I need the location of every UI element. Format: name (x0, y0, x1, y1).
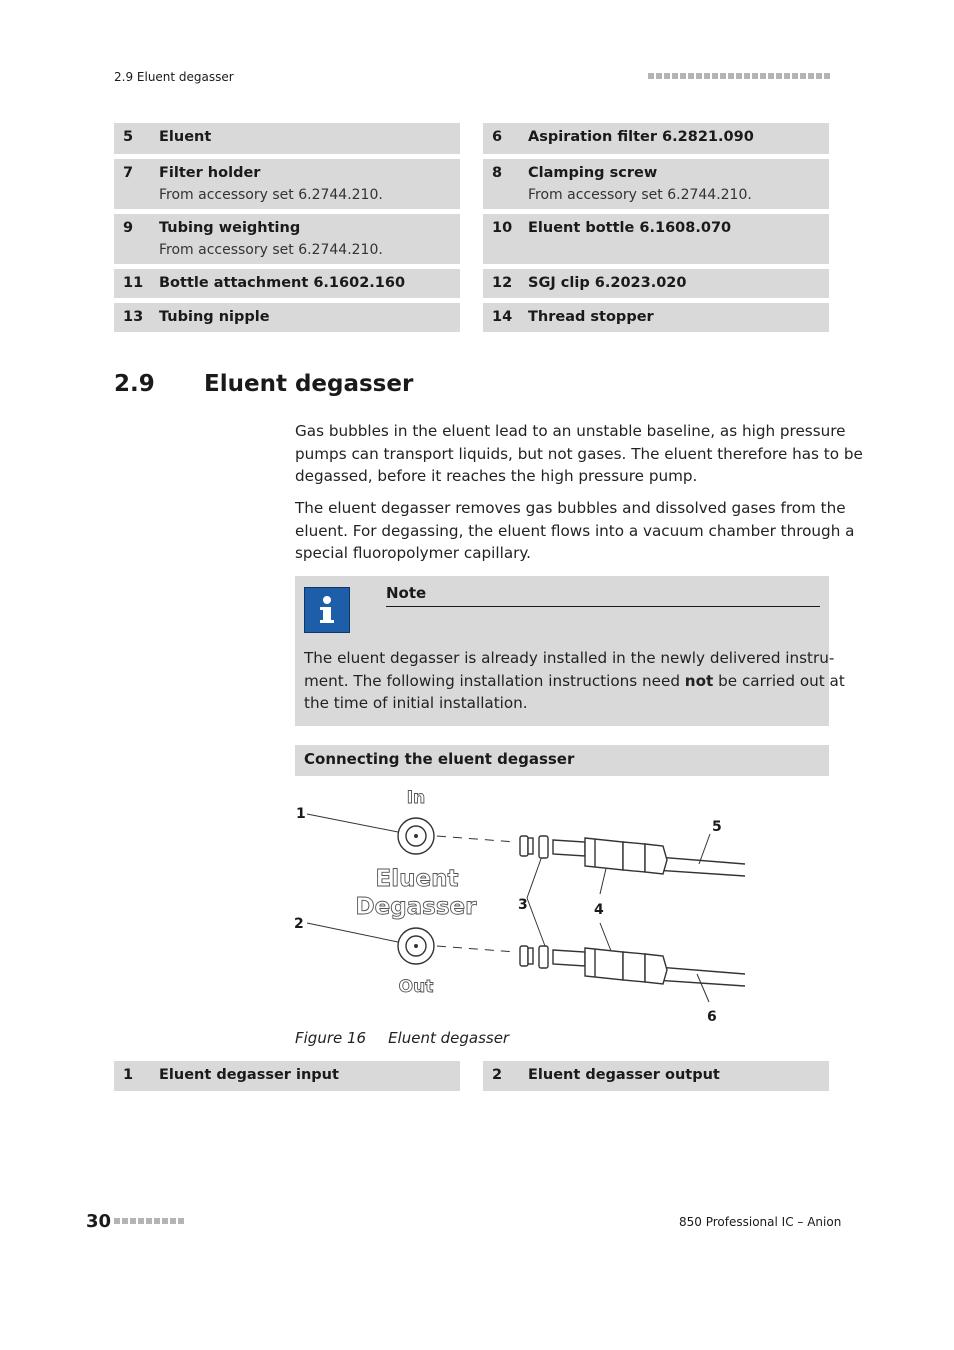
eluent-degasser-figure (295, 780, 755, 1030)
decorative-dot (648, 73, 654, 79)
label-eluent: Eluent (375, 866, 459, 892)
callout-1: 1 (296, 806, 306, 822)
legend-label: Aspiration filter 6.2821.090 (528, 129, 754, 145)
legend-number: 14 (492, 309, 513, 325)
decorative-dot (170, 1218, 176, 1224)
output-port-center (414, 944, 418, 948)
paragraph-line: The eluent degasser removes gas bubbles and dissolved gases from the (295, 499, 846, 517)
legend-number: 12 (492, 275, 513, 291)
legend-item (114, 123, 460, 154)
procedure-title-bar (295, 745, 829, 776)
decorative-dot (688, 73, 694, 79)
legend-item (114, 159, 460, 209)
legend-item (483, 269, 829, 298)
legend-number: 10 (492, 220, 513, 236)
decorative-dot (776, 73, 782, 79)
legend-label: Tubing nipple (159, 309, 270, 325)
callout-leader-6 (697, 974, 709, 1002)
legend-label: SGJ clip 6.2023.020 (528, 275, 687, 291)
figure-caption (295, 1029, 509, 1047)
dashed-line-in (437, 836, 515, 842)
legend-label: Bottle attachment 6.1602.160 (159, 275, 406, 291)
decorative-dot (824, 73, 830, 79)
decorative-dot (728, 73, 734, 79)
legend-label: Eluent degasser output (528, 1067, 720, 1083)
label-degasser: Degasser (355, 894, 477, 920)
decorative-dot (712, 73, 718, 79)
decorative-dot (792, 73, 798, 79)
legend-item (483, 1061, 829, 1091)
legend-sublabel: From accessory set 6.2744.210. (528, 187, 752, 203)
document-title: 850 Professional IC – Anion (679, 1215, 842, 1229)
section-number: 2.9 (114, 371, 155, 397)
callout-2: 2 (294, 916, 304, 932)
decorative-dot (768, 73, 774, 79)
note-line (304, 670, 845, 693)
legend-label: Thread stopper (528, 309, 654, 325)
running-title: 2.9 Eluent degasser (114, 70, 234, 84)
legend-item (483, 159, 829, 209)
legend-label: Filter holder (159, 165, 261, 181)
legend-number: 9 (123, 220, 134, 236)
decorative-dot (114, 1218, 120, 1224)
decorative-dot (154, 1218, 160, 1224)
info-icon (304, 587, 350, 633)
legend-item (114, 269, 460, 298)
figure-title: Eluent degasser (388, 1029, 510, 1047)
paragraph-line: pumps can transport liquids, but not gases. The eluent therefore has to be (295, 444, 863, 463)
legend-number: 6 (492, 129, 503, 145)
decorative-dot (784, 73, 790, 79)
input-port-center (414, 834, 418, 838)
decorative-dot (704, 73, 710, 79)
body-paragraph (295, 420, 863, 488)
legend-number: 2 (492, 1067, 503, 1083)
paragraph-line: eluent. For degassing, the eluent flows into a vacuum chamber through a (295, 521, 855, 540)
callout-leader-5 (699, 834, 710, 864)
decorative-dot (130, 1218, 136, 1224)
note-line: the time of initial installation. (304, 694, 528, 712)
decorative-dot (800, 73, 806, 79)
body-paragraph (295, 497, 855, 565)
decorative-dot (760, 73, 766, 79)
decorative-dot (696, 73, 702, 79)
decorative-dot (146, 1218, 152, 1224)
callout-leader-1 (307, 814, 398, 832)
legend-item (483, 123, 829, 154)
paragraph-line: special fluoropolymer capillary. (295, 544, 532, 562)
legend-sublabel: From accessory set 6.2744.210. (159, 242, 383, 258)
legend-item (483, 303, 829, 332)
legend-label: Clamping screw (528, 165, 658, 181)
decorative-dot (744, 73, 750, 79)
paragraph-line: Gas bubbles in the eluent lead to an unstable baseline, as high pressure (295, 422, 846, 440)
decorative-dot (178, 1218, 184, 1224)
decorative-dot (138, 1218, 144, 1224)
note-line: The eluent degasser is already installed in the newly delivered instru- (304, 649, 835, 667)
section-title: Eluent degasser (204, 371, 414, 397)
procedure-title: Connecting the eluent degasser (304, 750, 575, 768)
note-text-segment: ment. The following installation instructions need (304, 671, 685, 690)
decorative-dot (162, 1218, 168, 1224)
legend-number: 11 (123, 275, 144, 291)
decorative-dot (672, 73, 678, 79)
decorative-dot (816, 73, 822, 79)
note-title: Note (386, 584, 427, 602)
legend-item (114, 1061, 460, 1091)
note-divider (386, 606, 820, 607)
callout-5: 5 (712, 819, 722, 835)
legend-item (114, 303, 460, 332)
legend-number: 13 (123, 309, 144, 325)
callout-4: 4 (594, 902, 604, 918)
legend-item (483, 214, 829, 264)
legend-number: 1 (123, 1067, 134, 1083)
output-connector-assembly (520, 946, 745, 986)
callout-leader-3a (527, 856, 542, 898)
decorative-dot (680, 73, 686, 79)
label-in: In (406, 788, 426, 808)
legend-number: 5 (123, 129, 134, 145)
decorative-dot (736, 73, 742, 79)
legend-label: Eluent degasser input (159, 1067, 339, 1083)
paragraph-line: degassed, before it reaches the high pressure pump. (295, 467, 698, 485)
legend-sublabel: From accessory set 6.2744.210. (159, 187, 383, 203)
decorative-dot (808, 73, 814, 79)
footer-dots-decoration (114, 1218, 184, 1224)
legend-label: Eluent (159, 129, 212, 145)
legend-label: Tubing weighting (159, 220, 301, 236)
legend-label: Eluent bottle 6.1608.070 (528, 220, 732, 236)
decorative-dot (720, 73, 726, 79)
note-text (304, 647, 845, 715)
callout-3: 3 (518, 897, 528, 913)
header-dots-decoration (648, 73, 830, 79)
page-number: 30 (86, 1211, 112, 1232)
decorative-dot (122, 1218, 128, 1224)
callout-6: 6 (707, 1009, 717, 1025)
decorative-dot (752, 73, 758, 79)
label-out: Out (398, 977, 434, 997)
note-emphasis: not (684, 671, 714, 690)
legend-number: 8 (492, 165, 503, 181)
decorative-dot (656, 73, 662, 79)
dashed-line-out (437, 946, 515, 952)
input-connector-assembly (520, 836, 745, 876)
figure-number: Figure 16 (295, 1029, 367, 1047)
legend-item (114, 214, 460, 264)
callout-leader-3b (527, 898, 545, 946)
callout-leader-2 (307, 923, 398, 942)
legend-number: 7 (123, 165, 134, 181)
degasser-diagram (295, 780, 755, 1030)
note-text-segment: be carried out at (713, 671, 845, 690)
decorative-dot (664, 73, 670, 79)
